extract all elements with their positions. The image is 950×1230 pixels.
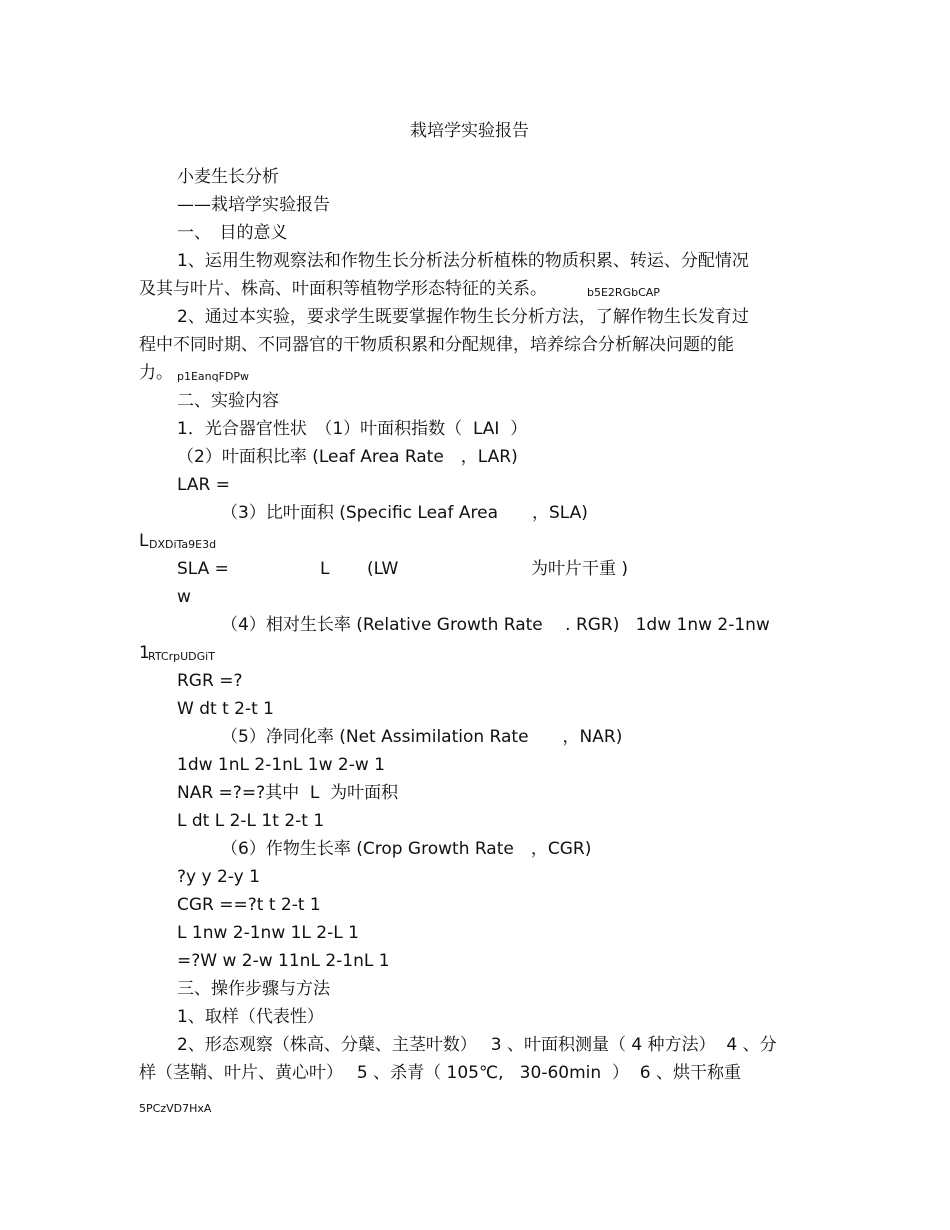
cgr-formula-line-3: L 1nw 2-1nw 1L 2-L 1: [177, 923, 359, 943]
sla-formula-l: L: [320, 559, 330, 579]
cgr-formula-line-4: =?W w 2-w 11nL 2-1nL 1: [177, 951, 390, 971]
item-cgr: （6）作物生长率 (Crop Growth Rate ，CGR): [221, 839, 592, 859]
step-2-line-1: 2、形态观察（株高、分蘖、主茎叶数） 3 、叶面积测量（ 4 种方法） 4 、分: [177, 1035, 777, 1055]
nar-formula: NAR =?=?其中 L 为叶面积: [177, 783, 399, 803]
doc-code-5: 5PCzVD7HxA: [139, 1102, 212, 1115]
lar-formula: LAR =: [177, 475, 230, 495]
section-1-heading: 一、 目的意义: [177, 223, 288, 243]
step-2-line-2: 样（茎鞘、叶片、黄心叶） 5 、杀青（ 105℃, 30-60min ） 6 、烘干称重: [139, 1063, 741, 1083]
item-sla: （3）比叶面积 (Specific Leaf Area ，SLA): [221, 503, 588, 523]
doc-code-3-prefix: L: [139, 531, 149, 551]
paragraph-2-line-1: 2、通过本实验，要求学生既要掌握作物生长分析方法，了解作物生长发育过: [177, 307, 749, 327]
cgr-formula-numerator: ?y y 2-y 1: [177, 867, 260, 887]
page-title: 栽培学实验报告: [410, 121, 529, 141]
section-2-heading: 二、实验内容: [177, 391, 279, 411]
nar-formula-numerator: 1dw 1nL 2-1nL 1w 2-w 1: [177, 755, 385, 775]
doc-code-4-prefix: 1: [139, 643, 150, 663]
doc-code-2: p1EanqFDPw: [177, 370, 250, 383]
doc-code-4: RTCrpUDGiT: [148, 650, 215, 663]
sla-formula-lw: (LW: [367, 559, 399, 579]
sla-formula-lhs: SLA =: [177, 559, 229, 579]
item-rgr: （4）相对生长率 (Relative Growth Rate . RGR) 1dw 1nw 2-1nw: [221, 615, 770, 635]
rgr-formula-denominator: W dt t 2-t 1: [177, 699, 274, 719]
step-1: 1、取样（代表性）: [177, 1007, 324, 1027]
cgr-formula: CGR ==?t t 2-t 1: [177, 895, 321, 915]
doc-code-1: b5E2RGbCAP: [587, 286, 660, 299]
paragraph-1-line-1: 1、运用生物观察法和作物生长分析法分析植株的物质积累、转运、分配情况: [177, 251, 749, 271]
item-lar: （2）叶面积比率 (Leaf Area Rate ，LAR): [177, 447, 518, 467]
doc-code-3: DXDiTa9E3d: [149, 538, 217, 551]
rgr-formula: RGR =?: [177, 671, 243, 691]
section-3-heading: 三、操作步骤与方法: [177, 979, 330, 999]
item-nar: （5）净同化率 (Net Assimilation Rate ，NAR): [221, 727, 623, 747]
sla-formula-note: 为叶片干重 ): [531, 559, 629, 579]
sla-formula-w: w: [177, 587, 191, 607]
nar-formula-denominator: L dt L 2-L 1t 2-t 1: [177, 811, 325, 831]
item-lai: 1．光合器官性状 （1）叶面积指数（ LAI ）: [177, 419, 528, 439]
heading: 小麦生长分析: [177, 167, 279, 187]
paragraph-2-line-3: 力。: [139, 363, 173, 383]
paragraph-2-line-2: 程中不同时期、不同器官的干物质积累和分配规律，培养综合分析解决问题的能: [139, 335, 734, 355]
subheading: ——栽培学实验报告: [177, 195, 330, 215]
paragraph-1-line-2: 及其与叶片、株高、叶面积等植物学形态特征的关系。: [139, 279, 547, 299]
